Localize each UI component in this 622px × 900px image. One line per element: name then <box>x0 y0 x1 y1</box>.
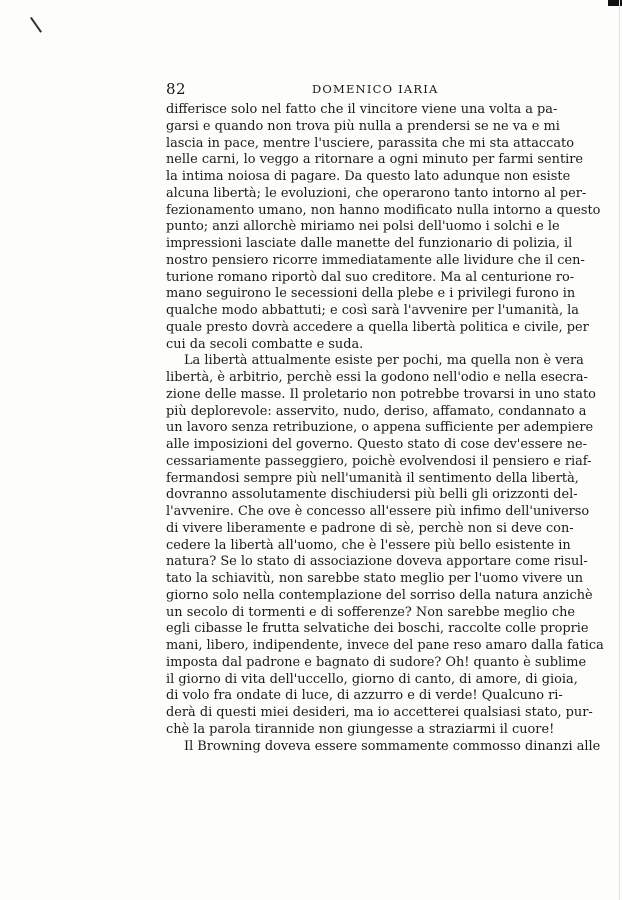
page-edge-line <box>619 0 620 900</box>
text-line: nelle carni, lo veggo a ritornare a ogni minuto per farmi sentire <box>166 152 584 168</box>
text-line: un lavoro senza retribuzione, o appena sufficiente per adempiere <box>166 420 594 436</box>
page-number: 82 <box>166 80 187 98</box>
text-line: giorno solo nella contemplazione del sorriso della natura anzichè <box>166 587 593 603</box>
text-line: tato la schiavitù, non sarebbe stato meglio per l'uomo vivere un <box>166 571 584 586</box>
text-line-paragraph-end: chè la parola tirannide non giungesse a straziarmi il cuore! <box>166 721 555 737</box>
text-line: natura? Se lo stato di associazione doveva apportare come risul- <box>166 554 588 570</box>
text-line: turione romano riportò dal suo creditore. Ma al centurione ro- <box>166 269 575 285</box>
text-line: cessariamente passeggiero, poichè evolvendosi il pensiero e riaf- <box>166 453 592 469</box>
text-line: di vivere liberamente e padrone di sè, perchè non si deve con- <box>166 520 574 536</box>
text-line: derà di questi miei desideri, ma io accetterei qualsiasi stato, pur- <box>166 705 593 720</box>
text-line: alcuna libertà; le evoluzioni, che operarono tanto intorno al per- <box>166 185 587 201</box>
text-line: imposta dal padrone e bagnato di sudore? Oh! quanto è sublime <box>166 654 587 670</box>
text-line: libertà, è arbitrio, perchè essi la godono nell'odio e nella esecra- <box>166 370 588 385</box>
text-line-paragraph-start: Il Browning doveva essere sommamente commosso dinanzi alle <box>184 738 601 754</box>
text-line: fezionamento umano, non hanno modificato nulla intorno a questo <box>166 202 601 218</box>
scan-corner-mark <box>30 17 42 33</box>
text-line: l'avvenire. Che ove è concesso all'essere più infimo dell'universo <box>166 504 590 519</box>
text-line: punto; anzi allorchè miriamo nei polsi dell'uomo i solchi e le <box>166 219 560 235</box>
text-line: differisce solo nel fatto che il vincitore viene una volta a pa- <box>166 102 558 117</box>
text-line-paragraph-end: cui da secoli combatte e suda. <box>166 336 364 352</box>
text-line: mano seguirono le secessioni della plebe e i privilegi furono in <box>166 286 576 302</box>
running-head: DOMENICO IARIA <box>312 82 439 96</box>
text-line: cedere la libertà all'uomo, che è l'essere più bello esistente in <box>166 537 571 553</box>
text-line: impressioni lasciate dalle manette del funzionario di polizia, il <box>166 236 573 251</box>
text-line: garsi e quando non trova più nulla a prendersi se ne va e mi <box>166 118 560 134</box>
body-text <box>166 102 604 755</box>
text-line: nostro pensiero ricorre immediatamente alle lividure che il cen- <box>166 252 585 268</box>
text-line: di volo fra ondate di luce, di azzurro e di verde! Qualcuno ri- <box>166 688 563 704</box>
text-line: il giorno di vita dell'uccello, giorno di canto, di amore, di gioia, <box>166 671 578 687</box>
text-line: dovranno assolutamente dischiudersi più belli gli orizzonti del- <box>166 487 578 503</box>
text-line: egli cibasse le frutta selvatiche dei boschi, raccolte colle proprie <box>166 621 589 637</box>
text-line-paragraph-start: La libertà attualmente esiste per pochi, ma quella non è vera <box>184 353 584 369</box>
text-line: lascia in pace, mentre l'usciere, parassita che mi sta attaccato <box>166 135 574 151</box>
text-line: quale presto dovrà accedere a quella libertà politica e civile, per <box>166 319 589 335</box>
page-header <box>166 80 540 102</box>
text-line: mani, libero, indipendente, invece del pane reso amaro dalla fatica <box>166 638 604 653</box>
text-line: qualche modo abbattuti; e così sarà l'avvenire per l'umanità, la <box>166 303 579 318</box>
text-line: alle imposizioni del governo. Questo stato di cose dev'essere ne- <box>166 437 588 452</box>
text-line: un secolo di tormenti e di sofferenze? Non sarebbe meglio che <box>166 604 576 620</box>
text-line: la intima noiosa di pagare. Da questo lato adunque non esiste <box>166 169 571 184</box>
text-line: fermandosi sempre più nell'umanità il sentimento della libertà, <box>166 470 579 486</box>
text-line: zione delle masse. Il proletario non potrebbe trovarsi in uno stato <box>166 386 596 402</box>
text-line: più deplorevole: asservito, nudo, deriso, affamato, condannato a <box>166 403 587 419</box>
